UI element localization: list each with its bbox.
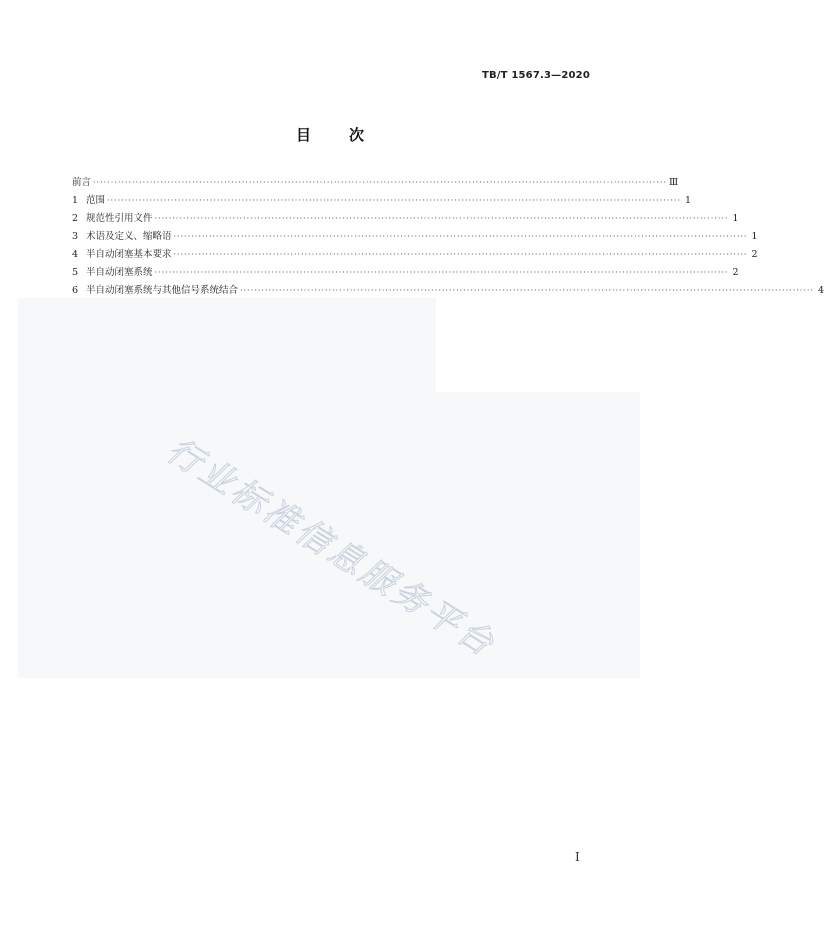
- toc-entry-label: 半自动闭塞基本要求: [86, 249, 172, 260]
- watermark-background: [18, 298, 436, 398]
- toc-entry-6[interactable]: [72, 282, 824, 300]
- toc-entry-number: 1: [72, 195, 79, 206]
- page-number: Ⅰ: [575, 850, 580, 864]
- toc-title-part1: 目: [295, 126, 313, 144]
- toc-leader-dots: ··································································································································································: [154, 268, 729, 277]
- toc-entry-page: 2: [732, 267, 739, 278]
- toc-entry-label: 前言: [72, 177, 92, 188]
- toc-entry-page: 2: [751, 249, 758, 260]
- table-of-contents: [72, 174, 824, 300]
- toc-entry-2[interactable]: [72, 210, 739, 228]
- watermark-text: 行业标准信息服务平台: [159, 430, 504, 666]
- toc-entry-number: 2: [72, 213, 79, 224]
- toc-entry-5[interactable]: [72, 264, 739, 282]
- toc-leader-dots: ··································································································································································: [173, 232, 748, 241]
- toc-entry-label: 半自动闭塞系统与其他信号系统结合: [86, 285, 239, 296]
- toc-title: [0, 124, 662, 145]
- toc-title-part2: 次: [349, 126, 367, 144]
- toc-entry-page: 1: [684, 195, 691, 206]
- toc-entry-label: 半自动闭塞系统: [86, 267, 153, 278]
- toc-entry-page: Ⅲ: [668, 177, 679, 188]
- toc-entry-label: 术语及定义、缩略语: [86, 231, 172, 242]
- toc-entry-3[interactable]: [72, 228, 758, 246]
- toc-entry-number: 6: [72, 285, 79, 296]
- toc-entry-number: 5: [72, 267, 79, 278]
- toc-entry-label: 范围: [86, 195, 106, 206]
- toc-leader-dots: ··································································································································································: [173, 250, 748, 259]
- toc-entry-4[interactable]: [72, 246, 758, 264]
- toc-entry-number: 3: [72, 231, 79, 242]
- toc-entry-page: 4: [817, 285, 824, 296]
- toc-entry-label: 规范性引用文件: [86, 213, 153, 224]
- toc-entry-page: 1: [732, 213, 739, 224]
- toc-entry-1[interactable]: [72, 192, 691, 210]
- toc-entry-foreword[interactable]: [72, 174, 679, 192]
- standard-code: TB/T 1567.3—2020: [481, 70, 590, 81]
- toc-leader-dots: ··································································································································································: [240, 286, 814, 295]
- toc-entry-page: 1: [751, 231, 758, 242]
- toc-entry-number: 4: [72, 249, 79, 260]
- toc-leader-dots: ··································································································································································: [93, 178, 667, 187]
- toc-leader-dots: ··································································································································································: [107, 196, 681, 205]
- toc-leader-dots: ··································································································································································: [154, 214, 729, 223]
